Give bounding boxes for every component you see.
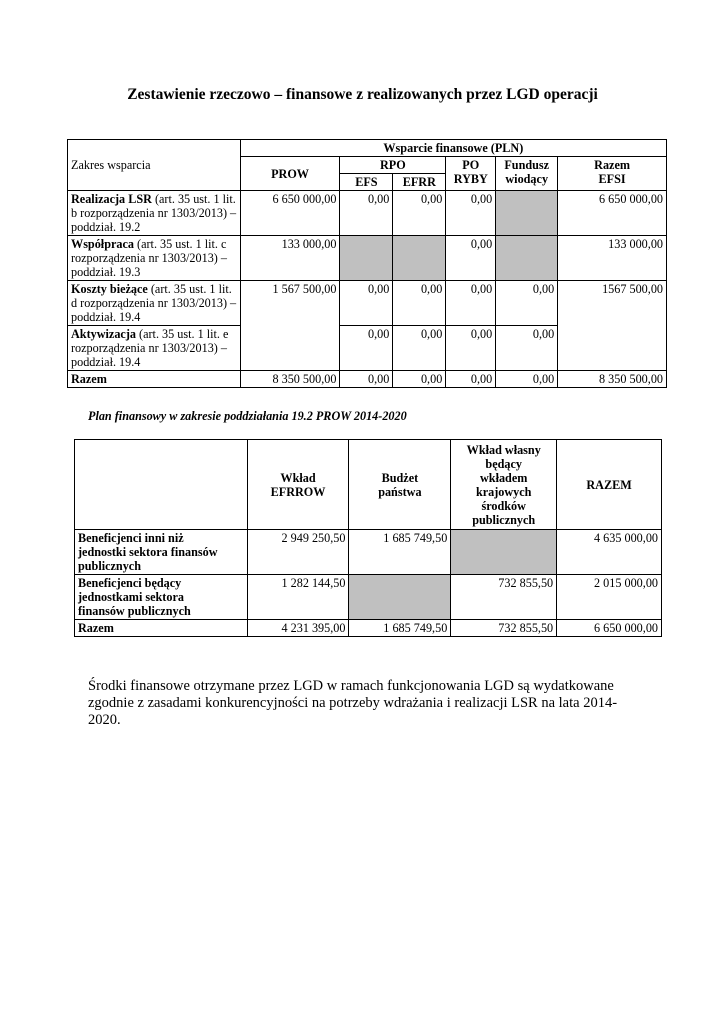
header-razem-efsi: Razem EFSI [558, 157, 667, 191]
total-label: Razem [75, 620, 248, 637]
header-wsparcie-finansowe: Wsparcie finansowe (PLN) [240, 140, 666, 157]
total-efrr: 0,00 [393, 371, 446, 388]
cell-wklad-empty [451, 530, 557, 575]
header-wklad-efrrow: Wkład EFRROW [247, 440, 349, 530]
table-row [68, 236, 667, 281]
cell-fundusz-empty [496, 236, 558, 281]
cell-wklad: 732 855,50 [451, 575, 557, 620]
total-razem: 8 350 500,00 [558, 371, 667, 388]
total-efs: 0,00 [340, 371, 393, 388]
header-rpo: RPO [340, 157, 446, 174]
row-label: Współpraca (art. 35 ust. 1 lit. c rozporządzenia nr 1303/2013) – poddział. 19.3 [68, 236, 241, 281]
cell-fundusz: 0,00 [496, 326, 558, 371]
cell-budzet-empty [349, 575, 451, 620]
header-fundusz-wiodacy: Fundusz wiodący [496, 157, 558, 191]
financial-plan-table [74, 439, 662, 637]
row-label: Realizacja LSR (art. 35 ust. 1 lit. b rozporządzenia nr 1303/2013) – poddział. 19.2 [68, 191, 241, 236]
cell-fundusz-empty [496, 191, 558, 236]
cell-efrr: 0,00 [393, 191, 446, 236]
row-label: Koszty bieżące (art. 35 ust. 1 lit. d rozporządzenia nr 1303/2013) – poddział. 19.4 [68, 281, 241, 326]
table-total-row [68, 371, 667, 388]
table-row [68, 281, 667, 326]
cell-po-ryby: 0,00 [446, 191, 496, 236]
table-row [75, 530, 662, 575]
cell-efs: 0,00 [340, 326, 393, 371]
table-total-row [75, 620, 662, 637]
cell-po-ryby: 0,00 [446, 236, 496, 281]
table-row [75, 575, 662, 620]
header-efrr: EFRR [393, 174, 446, 191]
header-po-ryby: PO RYBY [446, 157, 496, 191]
cell-po-ryby: 0,00 [446, 281, 496, 326]
cell-razem: 6 650 000,00 [558, 191, 667, 236]
cell-razem: 133 000,00 [558, 236, 667, 281]
cell-razem: 1567 500,00 [558, 281, 667, 371]
row-label: Beneficjenci będący jednostkami sektora finansów publicznych [75, 575, 248, 620]
body-paragraph: Środki finansowe otrzymane przez LGD w ramach funkcjonowania LGD są wydatkowane zgodnie z zasadami konkurencyjności na potrzeby wdrażania i realizacji LSR na lata 2014-2020. [88, 678, 618, 728]
cell-efs-empty [340, 236, 393, 281]
total-efrrow: 4 231 395,00 [247, 620, 349, 637]
total-label: Razem [68, 371, 241, 388]
cell-efs: 0,00 [340, 281, 393, 326]
total-prow: 8 350 500,00 [240, 371, 340, 388]
total-po-ryby: 0,00 [446, 371, 496, 388]
table2-caption: Plan finansowy w zakresie poddziałania 19.2 PROW 2014-2020 [88, 409, 407, 423]
header-empty [75, 440, 248, 530]
table-row [68, 191, 667, 236]
cell-efrr-empty [393, 236, 446, 281]
header-zakres-wsparcia: Zakres wsparcia [68, 140, 241, 191]
header-razem: RAZEM [557, 440, 662, 530]
cell-prow: 1 567 500,00 [240, 281, 340, 371]
cell-fundusz: 0,00 [496, 281, 558, 326]
header-prow: PROW [240, 157, 340, 191]
row-label: Aktywizacja (art. 35 ust. 1 lit. e rozporządzenia nr 1303/2013) – poddział. 19.4 [68, 326, 241, 371]
cell-prow: 6 650 000,00 [240, 191, 340, 236]
total-razem: 6 650 000,00 [557, 620, 662, 637]
cell-po-ryby: 0,00 [446, 326, 496, 371]
header-budzet-panstwa: Budżet państwa [349, 440, 451, 530]
total-fundusz: 0,00 [496, 371, 558, 388]
cell-efrrow: 1 282 144,50 [247, 575, 349, 620]
cell-budzet: 1 685 749,50 [349, 530, 451, 575]
operations-summary-table [67, 139, 667, 388]
cell-razem: 2 015 000,00 [557, 575, 662, 620]
header-efs: EFS [340, 174, 393, 191]
cell-efrr: 0,00 [393, 281, 446, 326]
cell-efrr: 0,00 [393, 326, 446, 371]
row-label: Beneficjenci inni niż jednostki sektora finansów publicznych [75, 530, 248, 575]
cell-prow: 133 000,00 [240, 236, 340, 281]
document-title: Zestawienie rzeczowo – finansowe z realizowanych przez LGD operacji [127, 86, 598, 103]
cell-efs: 0,00 [340, 191, 393, 236]
total-budzet: 1 685 749,50 [349, 620, 451, 637]
header-wklad-wlasny: Wkład własny będący wkładem krajowych środków publicznych [451, 440, 557, 530]
cell-razem: 4 635 000,00 [557, 530, 662, 575]
cell-efrrow: 2 949 250,50 [247, 530, 349, 575]
total-wklad: 732 855,50 [451, 620, 557, 637]
